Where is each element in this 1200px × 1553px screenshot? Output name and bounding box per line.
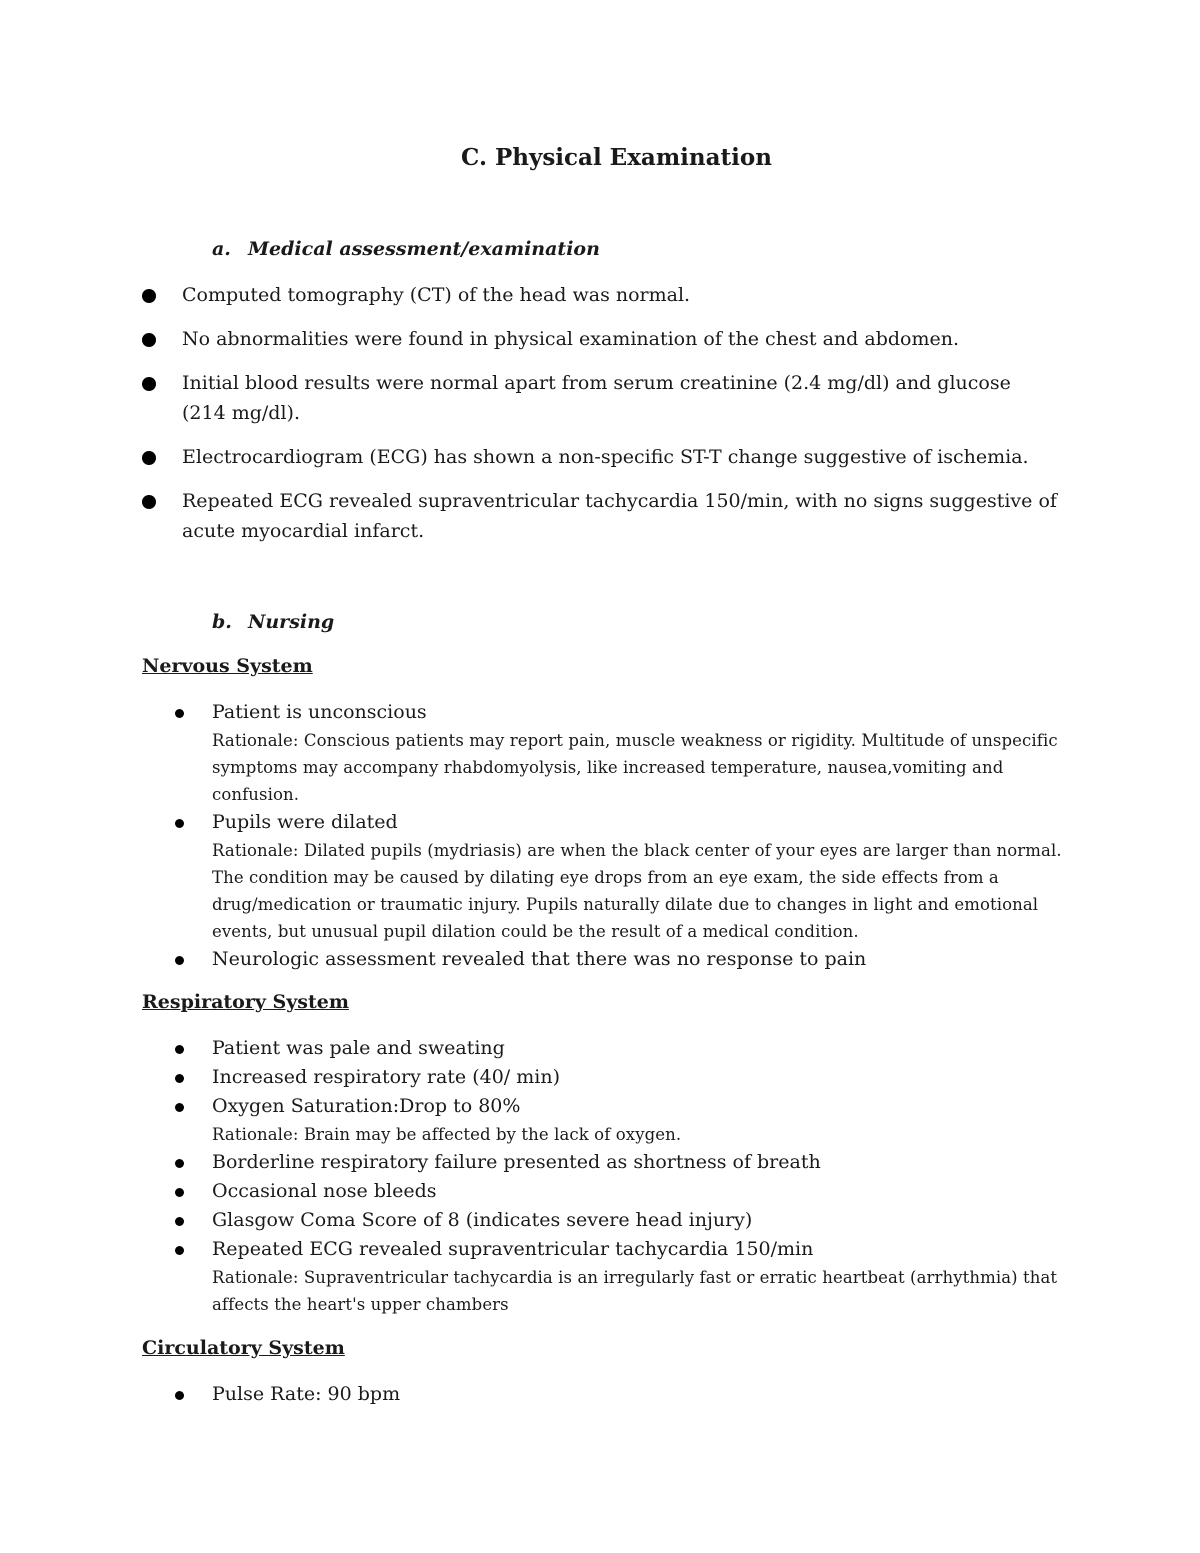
nursing-subheading-number: b. xyxy=(212,611,232,633)
medical-finding-item: No abnormalities were found in physical examination of the chest and abdomen. xyxy=(140,324,1060,354)
medical-subheading xyxy=(212,238,600,260)
circulatory-system-list xyxy=(172,1380,1072,1409)
rationale-text: Rationale: Dilated pupils (mydriasis) are when the black center of your eyes are larger than normal. The condition may be caused by dilating eye drops from an eye exam, the side effects from a drug/medication or traumatic injury. Pupils naturally dilate due to changes in light and emotional events, but unusual pupil dilation could be the result of a medical condition. xyxy=(212,841,1062,941)
nursing-subheading xyxy=(212,611,334,633)
respiratory-system-item xyxy=(172,1235,1072,1318)
rationale-text: Rationale: Conscious patients may report pain, muscle weakness or rigidity. Multitude of unspecific symptoms may accompany rhabdomyolysis, like increased temperature, nausea,vomiting and confusion. xyxy=(212,731,1058,804)
nervous-system-heading: Nervous System xyxy=(142,655,313,677)
respiratory-system-item xyxy=(172,1034,1072,1063)
circulatory-system-item xyxy=(172,1380,1072,1409)
nervous-system-item xyxy=(172,945,1072,974)
finding-text: Pupils were dilated xyxy=(212,811,398,833)
finding-text: Increased respiratory rate (40/ min) xyxy=(212,1066,560,1088)
finding-text: Neurologic assessment revealed that there was no response to pain xyxy=(212,948,867,970)
medical-subheading-label: Medical assessment/examination xyxy=(248,238,600,260)
respiratory-system-item xyxy=(172,1092,1072,1148)
finding-text: Oxygen Saturation:Drop to 80% xyxy=(212,1095,521,1117)
rationale-text: Rationale: Brain may be affected by the lack of oxygen. xyxy=(212,1125,682,1144)
finding-text: Glasgow Coma Score of 8 (indicates severe head injury) xyxy=(212,1209,753,1231)
finding-text: Occasional nose bleeds xyxy=(212,1180,437,1202)
rationale-text: Rationale: Supraventricular tachycardia is an irregularly fast or erratic heartbeat (arrhythmia) that affects the heart's upper chambers xyxy=(212,1268,1058,1314)
respiratory-system-heading: Respiratory System xyxy=(142,991,349,1013)
medical-finding-item: Initial blood results were normal apart from serum creatinine (2.4 mg/dl) and glucose (214 mg/dl). xyxy=(140,368,1060,428)
finding-text: Patient is unconscious xyxy=(212,701,427,723)
medical-finding-item: Repeated ECG revealed supraventricular tachycardia 150/min, with no signs suggestive of acute myocardial infarct. xyxy=(140,486,1060,546)
respiratory-system-item xyxy=(172,1148,1072,1177)
nervous-system-item xyxy=(172,808,1072,945)
respiratory-system-item xyxy=(172,1177,1072,1206)
respiratory-system-item xyxy=(172,1063,1072,1092)
medical-subheading-number: a. xyxy=(212,238,231,260)
finding-text: Repeated ECG revealed supraventricular tachycardia 150/min xyxy=(212,1238,814,1260)
medical-finding-item: Electrocardiogram (ECG) has shown a non-specific ST-T change suggestive of ischemia. xyxy=(140,442,1060,472)
finding-text: Patient was pale and sweating xyxy=(212,1037,505,1059)
page-title: C. Physical Examination xyxy=(461,144,772,171)
nervous-system-list xyxy=(172,698,1072,974)
medical-finding-item: Computed tomography (CT) of the head was normal. xyxy=(140,280,1060,310)
finding-text: Pulse Rate: 90 bpm xyxy=(212,1383,401,1405)
finding-text: Borderline respiratory failure presented as shortness of breath xyxy=(212,1151,821,1173)
circulatory-system-heading: Circulatory System xyxy=(142,1337,345,1359)
medical-findings-list xyxy=(140,280,1060,560)
respiratory-system-list xyxy=(172,1034,1072,1318)
respiratory-system-item xyxy=(172,1206,1072,1235)
nervous-system-item xyxy=(172,698,1072,808)
nursing-subheading-label: Nursing xyxy=(248,611,335,633)
